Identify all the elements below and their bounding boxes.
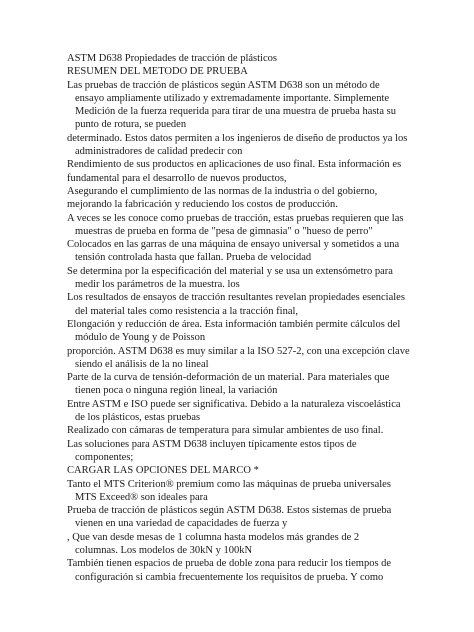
document-line: fundamental para el desarrollo de nuevos productos, (67, 172, 287, 184)
document-line: muestras de prueba en forma de "pesa de gimnasia" o "hueso de perro" (75, 225, 373, 237)
document-line: medir los parámetros de la muestra. los (75, 279, 240, 291)
document-line: de los plásticos, estas pruebas (75, 412, 201, 424)
document-line: Rendimiento de sus productos en aplicaciones de uso final. Esta información es (67, 159, 402, 171)
document-line: Entre ASTM e ISO puede ser significativa. Debido a la naturaleza viscoelástica (67, 398, 401, 410)
document-line: Asegurando el cumplimiento de las normas de la industria o del gobierno, (67, 185, 378, 197)
document-line: MTS Exceed® son ideales para (75, 491, 208, 503)
document-line: ensayo ampliamente utilizado y extremadamente importante. Simplemente (75, 92, 390, 104)
document-line: Se determina por la especificación del material y se usa un extensómetro para (67, 265, 393, 277)
document-line: proporción. ASTM D638 es muy similar a la ISO 527-2, con una excepción clave (67, 345, 410, 357)
document-line: A veces se les conoce como pruebas de tracción, estas pruebas requieren que las (67, 212, 404, 224)
document-line: Colocados en las garras de una máquina de ensayo universal y sometidos a una (67, 239, 400, 251)
document-line: tienen poca o ninguna región lineal, la variación (75, 385, 278, 397)
document-line: Parte de la curva de tensión-deformación de un material. Para materiales que (67, 372, 390, 384)
document-line: ASTM D638 Propiedades de tracción de plásticos (67, 53, 277, 64)
document-line: Las soluciones para ASTM D638 incluyen típicamente estos tipos de (67, 438, 357, 450)
document-line: punto de rotura, se pueden (75, 119, 187, 131)
document-line: CARGAR LAS OPCIONES DEL MARCO * (67, 465, 259, 477)
document-line: configuración si cambia frecuentemente los requisitos de prueba. Y como (75, 571, 384, 583)
document-line: RESUMEN DEL METODO DE PRUEBA (67, 66, 248, 78)
document-line: columnas. Los modelos de 30kN y 100kN (75, 544, 253, 556)
document-line: Las pruebas de tracción de plásticos según ASTM D638 son un método de (67, 79, 380, 91)
document-line: del material tales como resistencia a la tracción final, (75, 305, 299, 317)
document-line: , Que van desde mesas de 1 columna hasta modelos más grandes de 2 (67, 531, 360, 543)
document-line: determinado. Estos datos permiten a los ingenieros de diseño de productos ya los (67, 132, 408, 144)
document-line: También tienen espacios de prueba de doble zona para reducir los tiempos de (67, 558, 392, 570)
document-line: Medición de la fuerza requerida para tirar de una muestra de prueba hasta su (75, 106, 396, 118)
document-line: mejorando la fabricación y reduciendo los costos de producción. (67, 199, 338, 211)
document-line: administradores de calidad predecir con (75, 146, 243, 158)
document-line: Los resultados de ensayos de tracción resultantes revelan propiedades esenciales (67, 292, 405, 304)
document-line: Realizado con cámaras de temperatura para simular ambientes de uso final. (67, 425, 384, 437)
document-line: vienen en una variedad de capacidades de fuerza y (75, 518, 288, 530)
document-line: Tanto el MTS Criterion® premium como las máquinas de prueba universales (67, 478, 391, 490)
document-line: tensión controlada hasta que fallan. Prueba de velocidad (75, 252, 312, 264)
document-line: siendo el análisis de la no lineal (75, 358, 209, 370)
document-body (67, 52, 417, 584)
document-line: módulo de Young y de Poisson (75, 332, 206, 344)
document-line: componentes; (75, 451, 134, 463)
document-line: Prueba de tracción de plásticos según ASTM D638. Estos sistemas de prueba (67, 505, 392, 517)
document-line: Elongación y reducción de área. Esta información también permite cálculos del (67, 318, 401, 330)
